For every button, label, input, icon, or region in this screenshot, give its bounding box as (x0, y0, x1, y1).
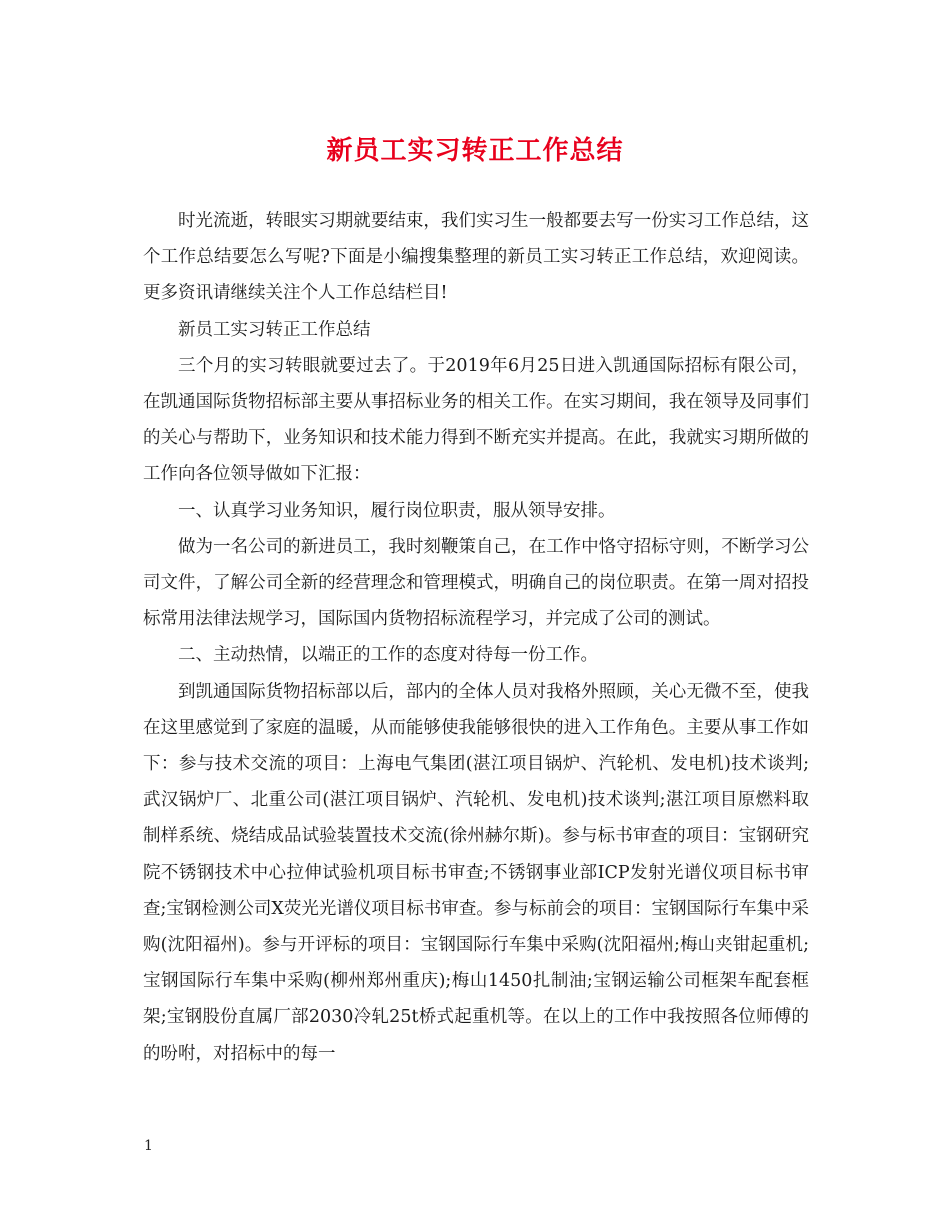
document-body (143, 203, 809, 1072)
document-title: 新员工实习转正工作总结 (326, 136, 624, 166)
section-heading-1: 一、认真学习业务知识，履行岗位职责，服从领导安排。 (178, 500, 616, 521)
paragraph-section-1: 做为一名公司的新进员工，我时刻鞭策自己，在工作中恪守招标守则，不断学习公司文件，了解公司全新的经营理念和管理模式，明确自己的岗位职责。在第一周对招投标常用法律法规学习，国际国内货物招标流程学习，并完成了公司的测试。 (143, 536, 809, 630)
paragraph-overview: 三个月的实习转眼就要过去了。于2019年6月25日进入凯通国际招标有限公司，在凯通国际货物招标部主要从事招标业务的相关工作。在实习期间，我在领导及同事们的关心与帮助下，业务知识和技术能力得到不断充实并提高。在此，我就实习期所做的工作向各位领导做如下汇报： (143, 355, 809, 485)
page-number: 1 (144, 1138, 153, 1154)
paragraph-subtitle: 新员工实习转正工作总结 (178, 319, 371, 340)
paragraph-section-2: 到凯通国际货物招标部以后，部内的全体人员对我格外照顾，关心无微不至，使我在这里感觉到了家庭的温暖，从而能够使我能够很快的进入工作角色。主要从事工作如下：参与技术交流的项目：上海电气集团(湛江项目锅炉、汽轮机、发电机)技术谈判;武汉锅炉厂、北重公司(湛江项目锅炉、汽轮机、发电机)技术谈判;湛江项目原燃料取制样系统、烧结成品试验装置技术交流(徐州赫尔斯)。参与标书审查的项目：宝钢研究院不锈钢技术中心拉伸试验机项目标书审查;不锈钢事业部ICP发射光谱仪项目标书审查;宝钢检测公司X荧光光谱仪项目标书审查。参与标前会的项目：宝钢国际行车集中采购(沈阳福州)。参与开评标的项目：宝钢国际行车集中采购(沈阳福州;梅山夹钳起重机;宝钢国际行车集中采购(柳州郑州重庆);梅山1450扎制油;宝钢运输公司框架车配套框架;宝钢股份直属厂部2030冷轧25t桥式起重机等。在以上的工作中我按照各位师傅的的吩咐，对招标中的每一 (143, 681, 809, 1064)
paragraph-intro: 时光流逝，转眼实习期就要结束，我们实习生一般都要去写一份实习工作总结，这个工作总结要怎么写呢?下面是小编搜集整理的新员工实习转正工作总结，欢迎阅读。更多资讯请继续关注个人工作总结栏目! (143, 211, 809, 304)
section-heading-2: 二、主动热情，以端正的工作的态度对待每一份工作。 (178, 645, 598, 666)
